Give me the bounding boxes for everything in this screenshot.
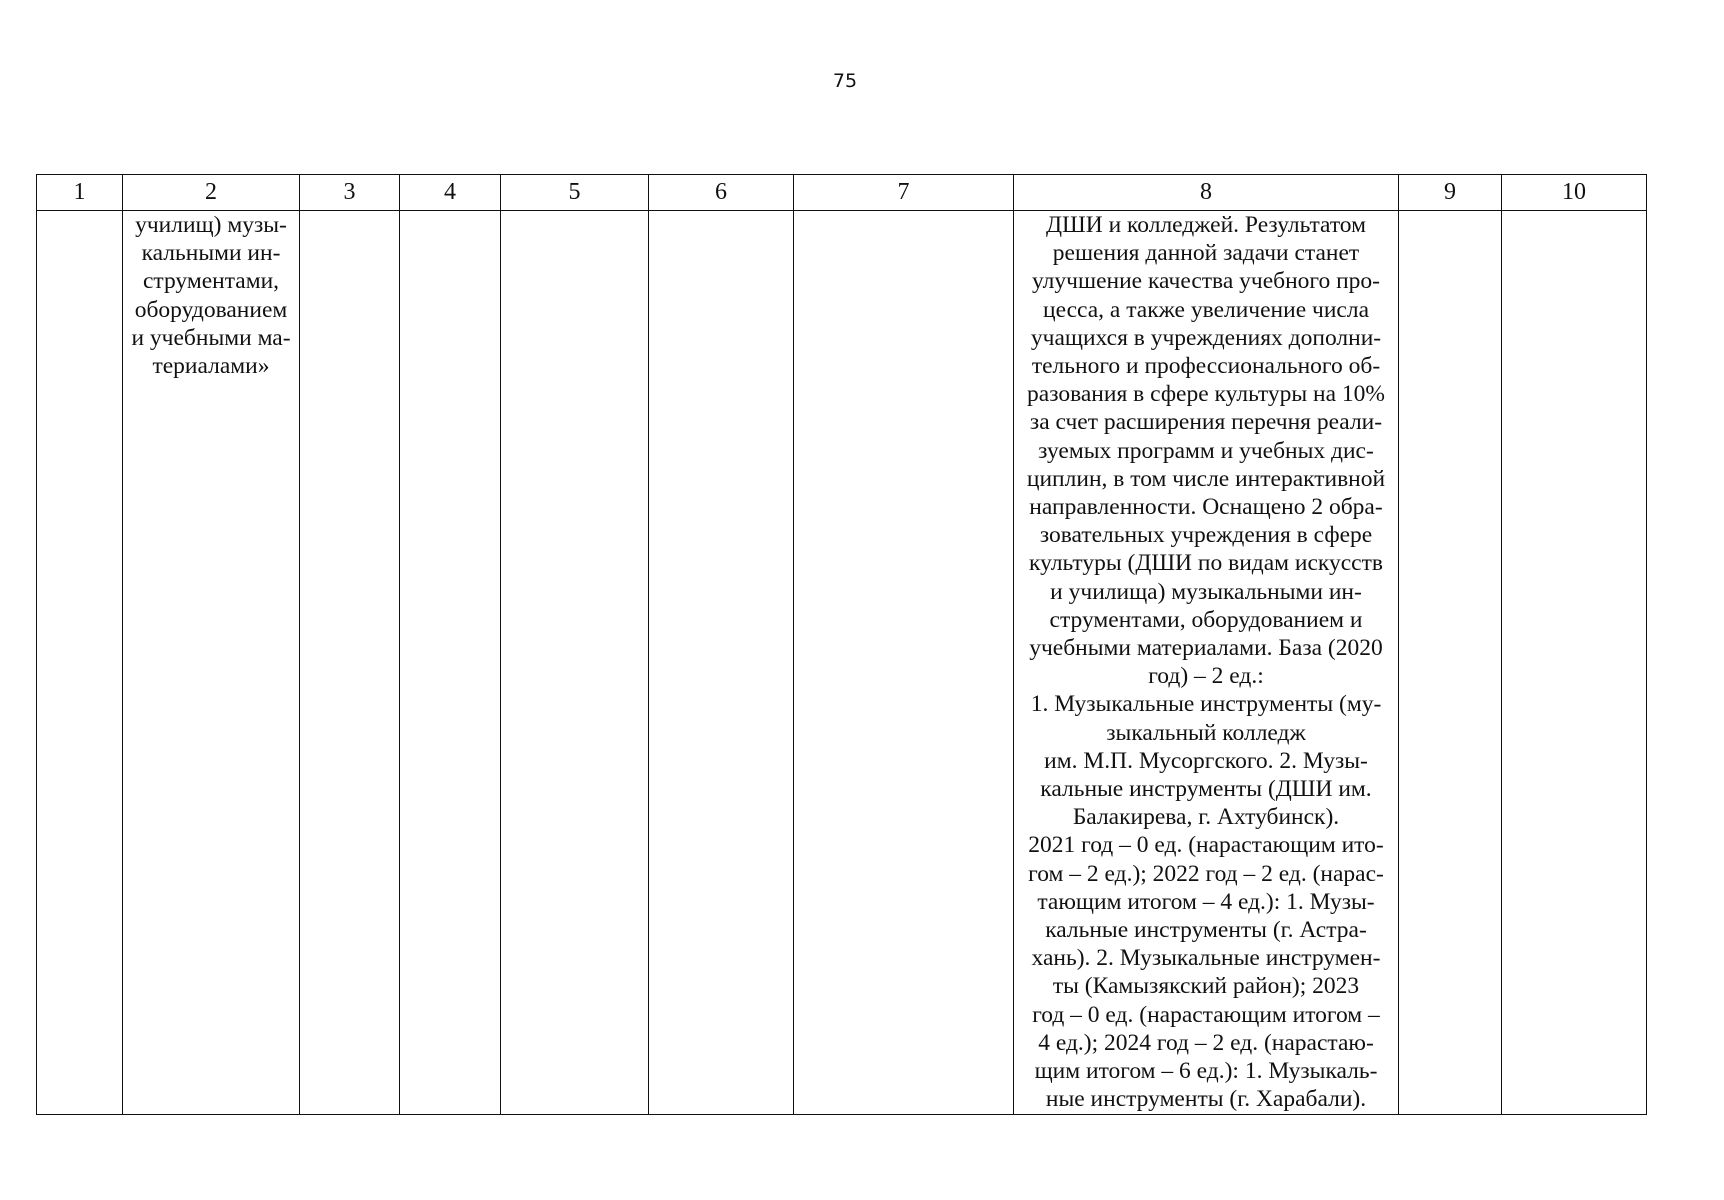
cell-text-line: оборудованием xyxy=(134,296,288,323)
cell-text-line: 2021 год – 0 ед. (нарастающим ито- xyxy=(1028,832,1384,859)
cell-col-9 xyxy=(1399,211,1502,1115)
cell-text-line: учащихся в учреждениях дополни- xyxy=(1030,324,1382,351)
cell-col-7 xyxy=(794,211,1014,1115)
column-header-6: 6 xyxy=(649,175,794,211)
cell-text-line: зыкальный колледж xyxy=(1106,719,1306,746)
cell-col-2 xyxy=(123,211,300,1115)
cell-text-line: ные инструменты (г. Харабали). xyxy=(1045,1086,1367,1113)
cell-text-line: териалами» xyxy=(152,353,270,380)
cell-col-1 xyxy=(37,211,123,1115)
header-row xyxy=(37,175,1647,211)
cell-text-line: им. М.П. Мусоргского. 2. Музы- xyxy=(1044,747,1368,774)
cell-text-line: культуры (ДШИ по видам искусств xyxy=(1029,550,1383,577)
cell-text-line: зуемых программ и учебных дис- xyxy=(1038,437,1374,464)
cell-text-line: год) – 2 ед.: xyxy=(1148,663,1264,690)
cell-text-line: ДШИ и колледжей. Результатом xyxy=(1046,212,1366,238)
table-row xyxy=(37,211,1647,1115)
cell-text-line: и училища) музыкальными ин- xyxy=(1050,578,1362,605)
cell-col-8 xyxy=(1014,211,1399,1115)
cell-text-line: решения данной задачи станет xyxy=(1052,240,1360,267)
cell-text-line: учебными материалами. База (2020 xyxy=(1029,635,1383,662)
cell-text-line: щим итогом – 6 ед.): 1. Музыкаль- xyxy=(1034,1058,1378,1085)
cell-text-line: цесса, а также увеличение числа xyxy=(1043,296,1369,323)
cell-text-line: ты (Камызякский район); 2023 xyxy=(1052,973,1360,1000)
cell-text-line: улучшение качества учебного про- xyxy=(1031,268,1381,295)
column-header-7: 7 xyxy=(794,175,1014,211)
column-header-4: 4 xyxy=(400,175,501,211)
cell-text-line: училищ) музы- xyxy=(135,212,287,238)
cell-text-line: тающим итогом – 4 ед.): 1. Музы- xyxy=(1037,888,1375,915)
cell-text-line: кальные инструменты (ДШИ им. xyxy=(1040,776,1372,803)
cell-text-line: и учебными ма- xyxy=(131,324,291,351)
column-header-10: 10 xyxy=(1502,175,1647,211)
cell-text-line: струментами, оборудованием и xyxy=(1049,606,1363,633)
cell-text-line: 1. Музыкальные инструменты (му- xyxy=(1030,691,1382,718)
cell-text-line: хань). 2. Музыкальные инструмен- xyxy=(1031,945,1381,972)
cell-text-line: год – 0 ед. (нарастающим итогом – xyxy=(1032,1001,1380,1028)
cell-col-5 xyxy=(501,211,649,1115)
cell-text-line: 4 ед.); 2024 год – 2 ед. (нарастаю- xyxy=(1038,1029,1374,1056)
column-header-9: 9 xyxy=(1399,175,1502,211)
column-header-8: 8 xyxy=(1014,175,1399,211)
cell-text-line: циплин, в том числе интерактивной xyxy=(1026,465,1386,492)
cell-text-line: Балакирева, г. Ахтубинск). xyxy=(1072,804,1340,831)
page-number: 75 xyxy=(832,70,858,92)
cell-text-line: кальными ин- xyxy=(141,240,281,267)
cell-text-line: гом – 2 ед.); 2022 год – 2 ед. (нарас- xyxy=(1028,860,1384,887)
cell-text-line: направленности. Оснащено 2 обра- xyxy=(1029,494,1383,521)
cell-col-4 xyxy=(400,211,501,1115)
cell-text-line: разования в сфере культуры на 10% xyxy=(1027,381,1385,408)
cell-text-line: зовательных учреждения в сфере xyxy=(1039,522,1373,549)
cell-text-line: струментами, xyxy=(142,268,280,295)
data-table xyxy=(36,174,1647,1115)
cell-col-3 xyxy=(300,211,400,1115)
column-header-1: 1 xyxy=(37,175,123,211)
column-header-2: 2 xyxy=(123,175,300,211)
cell-text-line: тельного и профессионального об- xyxy=(1031,353,1381,380)
cell-text-line: за счет расширения перечня реали- xyxy=(1029,409,1383,436)
cell-col-10 xyxy=(1502,211,1647,1115)
column-header-3: 3 xyxy=(300,175,400,211)
column-header-5: 5 xyxy=(501,175,649,211)
cell-col-6 xyxy=(649,211,794,1115)
cell-text-line: кальные инструменты (г. Астра- xyxy=(1045,917,1367,944)
